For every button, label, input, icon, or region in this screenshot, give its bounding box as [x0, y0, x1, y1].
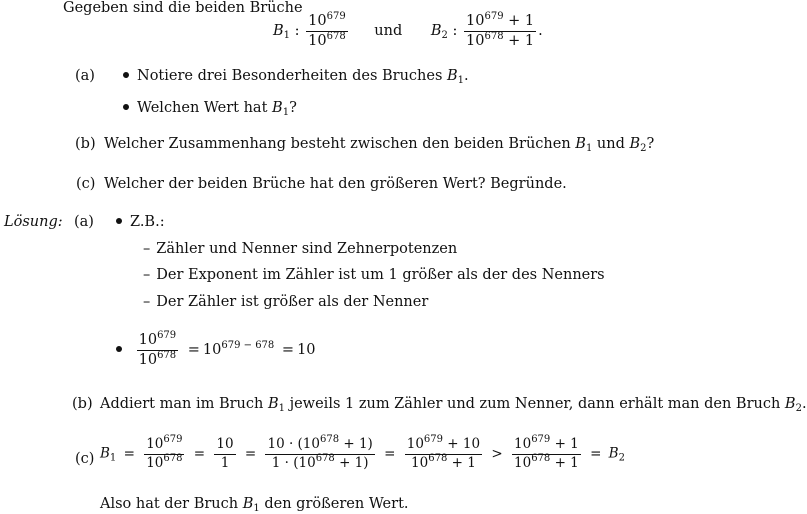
- question-a-label: (a): [75, 68, 95, 84]
- solution-a-calc: $\frac{10^{679}}{10^{678}}$ = $10^{679 - 678} = 10$: [116, 333, 316, 367]
- question-b-text: Welcher Zusammenhang besteht zwischen den beiden Brüchen $B_1$ und $B_2$?: [104, 136, 655, 154]
- bullet-icon: [116, 218, 122, 224]
- solution-c-equation: $B_1$ = $\frac{10^{679}}{10^{678}}$ = $\frac{10}{1}$ = $\frac{10 \cdot (10^{678} + 1)}{1 \cdot (10^{678} + 1)}$ = $\frac{10^{679} + 10}{10^{678} + 1}$ > $\frac{10^{679} + 1}{10^{678} + 1}$ = $B_2$: [100, 434, 625, 471]
- bullet-icon: [123, 72, 129, 78]
- und-text: und: [374, 23, 403, 39]
- b2-label: B: [430, 23, 442, 39]
- solution-a-item: – Der Exponent im Zähler ist um 1 größer als der des Nenners: [143, 267, 605, 283]
- b2-sub: 2: [441, 30, 448, 41]
- given-fractions: $B_1$ : $\frac{10^{679}}{10^{678}}$ und $B_2$ : $\frac{10^{679} + 1}{10^{678} + 1}$ .: [273, 11, 543, 49]
- solution-a-label: (a): [74, 214, 94, 230]
- question-c-label: (c): [76, 176, 96, 192]
- b1-sub: 1: [283, 30, 291, 41]
- b2-fraction: $\frac{10^{679} + 1}{10^{678} + 1}$: [466, 11, 535, 49]
- solution-c-label: (c): [75, 451, 95, 467]
- solution-c-conclusion: Also hat der Bruch $B_1$ den größeren Wert.: [100, 496, 409, 514]
- colon: :: [294, 23, 300, 39]
- question-a-item-1: Notiere drei Besonderheiten des Bruches $B_1$.: [123, 69, 469, 84]
- question-b-label: (b): [75, 136, 96, 152]
- solution-b-label: (b): [72, 396, 93, 412]
- b1-label: B: [273, 23, 284, 39]
- solution-b-text: Addiert man im Bruch $B_1$ jeweils 1 zum Zähler und zum Nenner, dann erhält man den Bruch $B_2$.: [100, 396, 807, 414]
- b1-fraction: $\frac{10^{679}}{10^{678}}$: [308, 11, 346, 49]
- solution-a-item: – Der Zähler ist größer als der Nenner: [143, 294, 429, 310]
- question-c-text: Welcher der beiden Brüche hat den größeren Wert? Begründe.: [104, 176, 567, 192]
- intro-text: Gegeben sind die beiden Brüche: [63, 0, 303, 16]
- bullet-icon: [116, 346, 122, 352]
- solution-a-intro: Z.B.:: [116, 215, 165, 230]
- question-a-item-2: Welchen Wert hat $B_1$?: [123, 101, 297, 116]
- solution-a-item: – Zähler und Nenner sind Zehnerpotenzen: [143, 241, 458, 257]
- bullet-icon: [123, 104, 129, 110]
- solution-label: Lösung:: [4, 214, 63, 230]
